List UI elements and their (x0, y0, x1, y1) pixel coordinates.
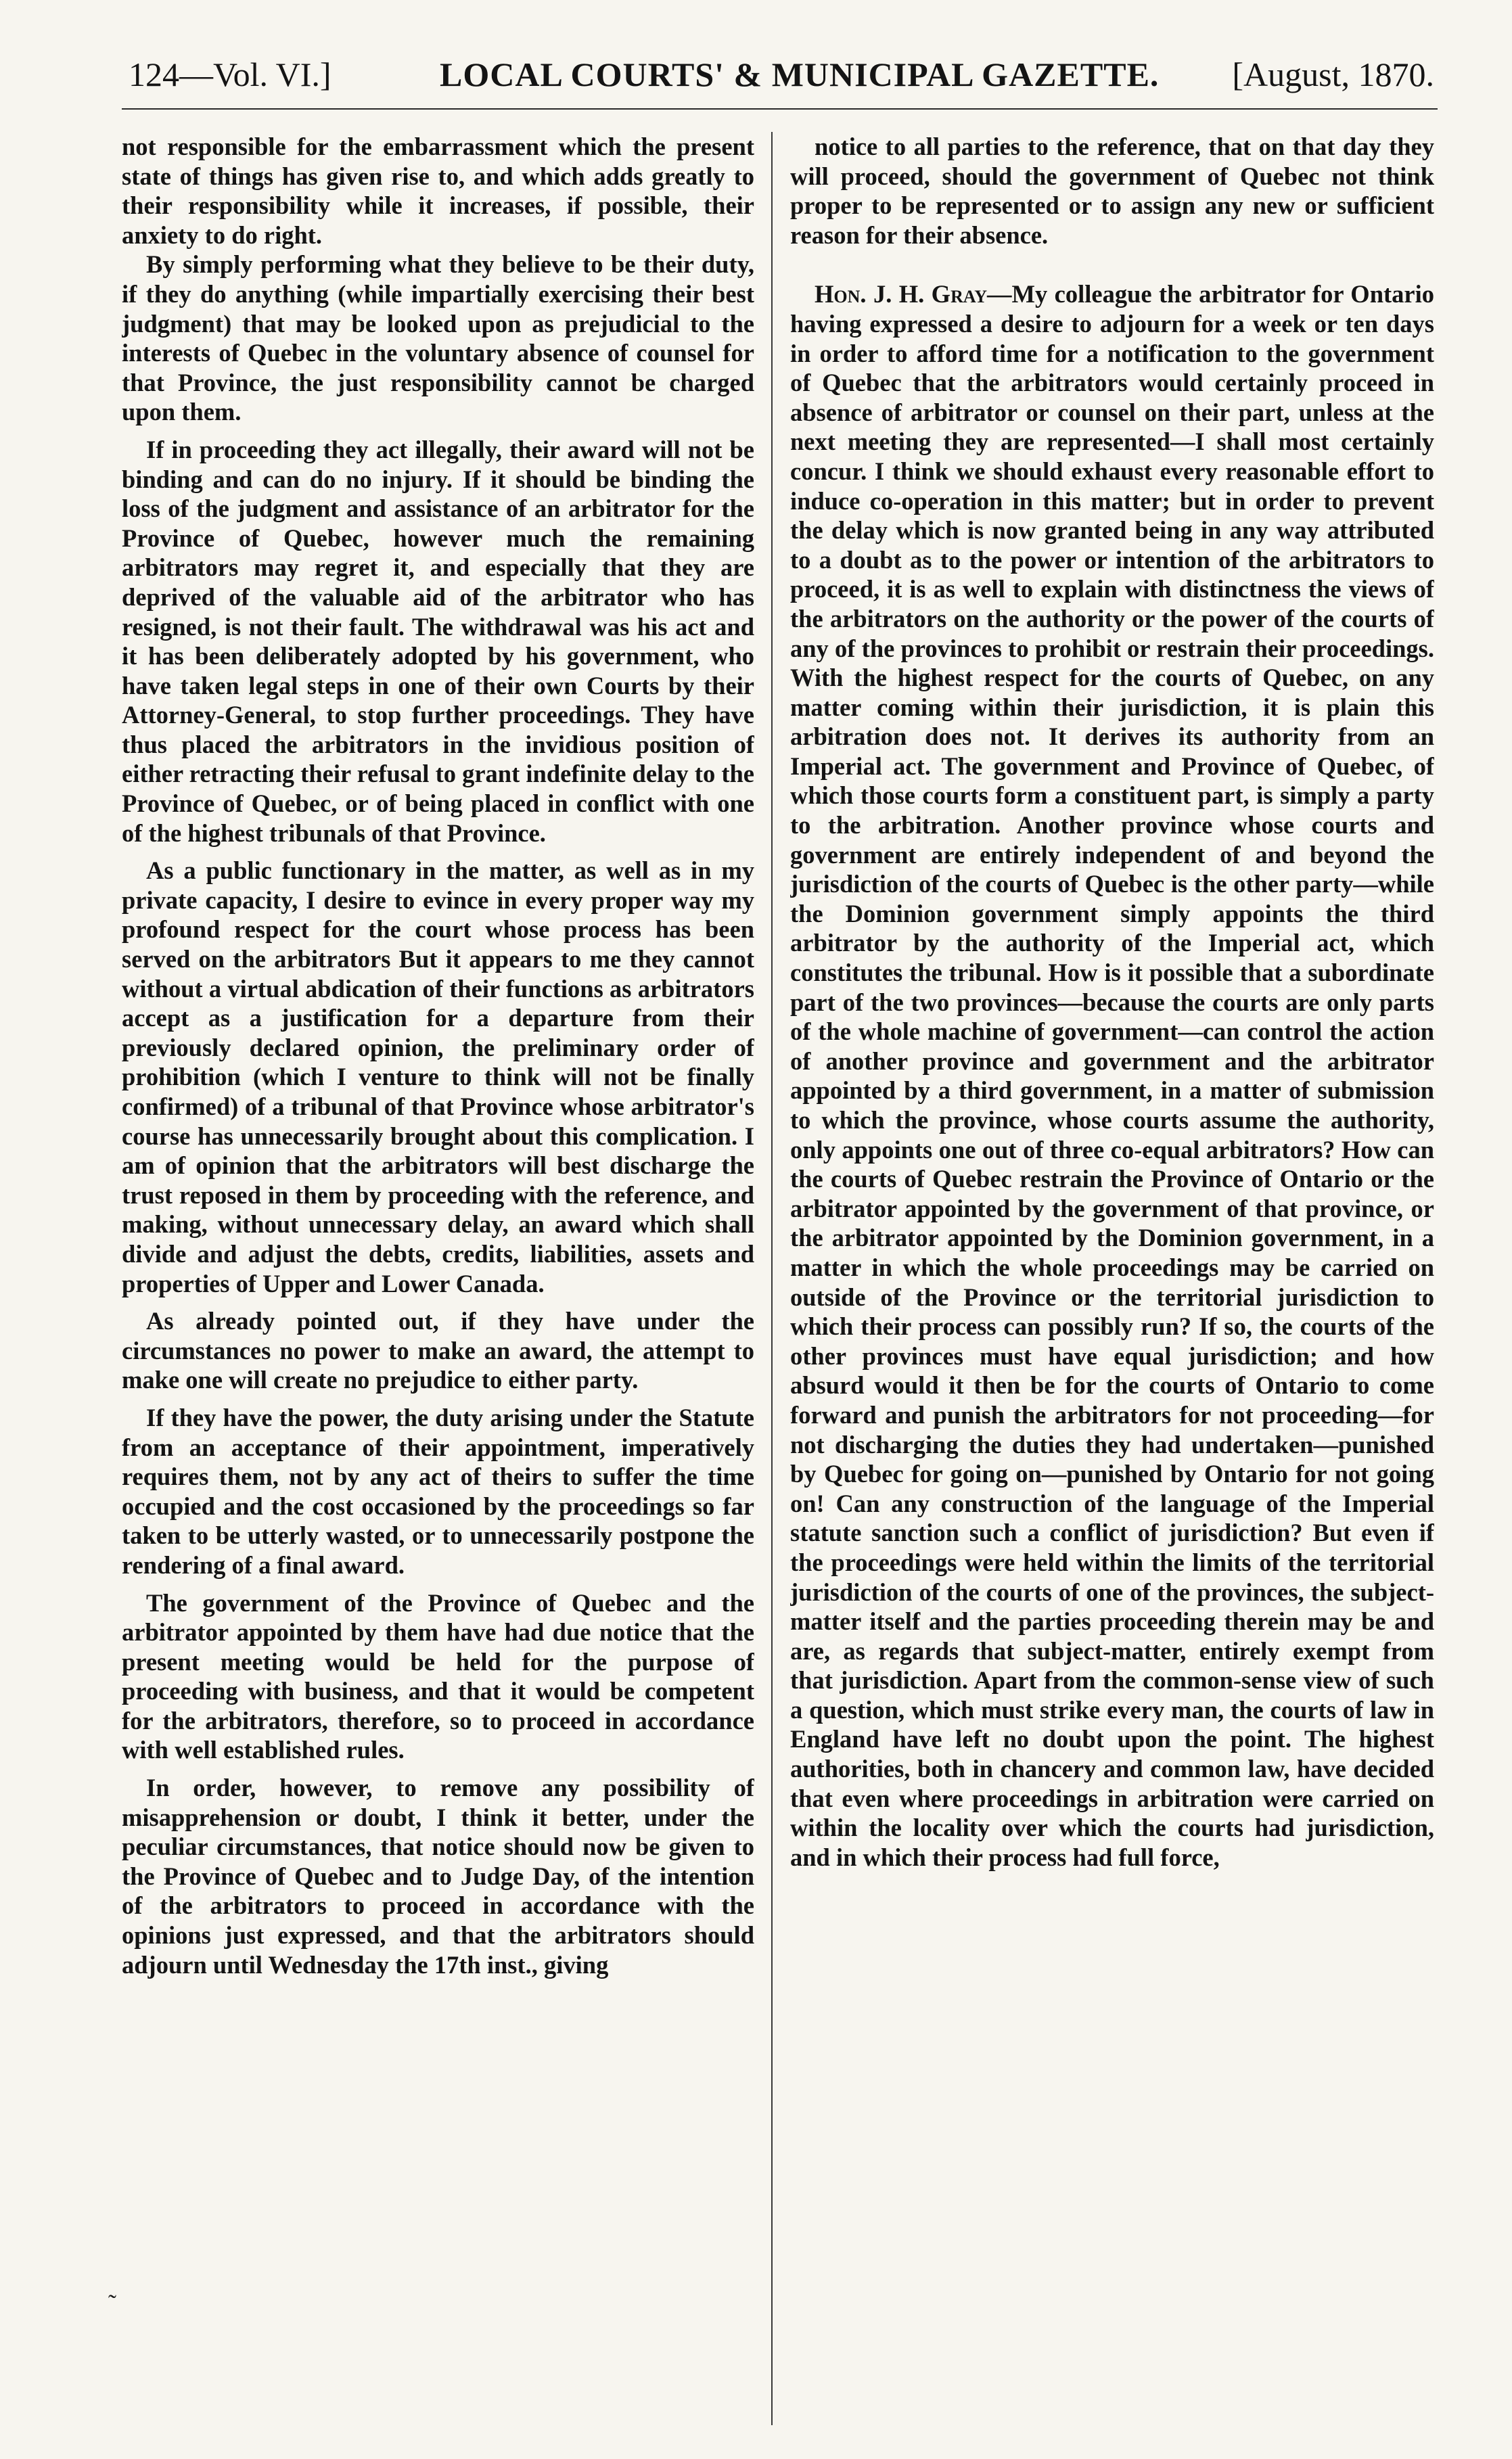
paragraph: In order, however, to remove any possibility of misapprehension or doubt, I think it better, under the peculiar circumstances, that notice should now be given to the Province of Quebec and to Judge Day, of the intention of the arbitrators to proceed in accordance with the opinions just expressed, and that the arbitrators should adjourn until Wednesday the 17th inst., giving (122, 1774, 754, 1979)
page-header (129, 47, 1434, 101)
column-divider (771, 132, 773, 2425)
speech-paragraph (790, 279, 1434, 1872)
header-rule (122, 108, 1438, 110)
page-volume: 124—Vol. VI.] (129, 55, 331, 93)
paragraph: notice to all parties to the reference, that on that day they will proceed, should the government of Quebec not think proper to be represented or to assign any new or sufficient reason for their absence. (790, 133, 1434, 249)
issue-date: [August, 1870. (1232, 55, 1434, 93)
paragraph: The government of the Province of Quebec and the arbitrator appointed by them have had due notice that the present meeting would be held for the purpose of proceeding with business, and that it would be competent for the arbitrators, therefore, so to proceed in accordance with well established rules. (122, 1588, 754, 1764)
left-column (122, 132, 754, 2432)
margin-mark: ˷ (108, 2272, 116, 2299)
paragraph: If they have the power, the duty arising under the Statute from an acceptance of their appointment, imperatively requires them, not by any act of theirs to suffer the time occupied and the cost occasioned by the proceedings so far taken to be utterly wasted, or to unnecessarily postpone the rendering of a final award. (122, 1403, 754, 1579)
paragraph: As a public functionary in the matter, as well as in my private capacity, I desire to evince in every proper way my profound respect for the court whose process has been served on the arbitrators But it appears to me they cannot without a virtual abdication of their functions as arbitrators accept as a justification for a departure from their previously declared opinion, the preliminary order of prohibition (which I venture to think will not be finally confirmed) of a tribunal of that Province whose arbitrator's course has unnecessarily brought about this complication. I am of opinion that the arbitrators will best discharge the trust reposed in them by proceeding with the reference, and making, without unnecessary delay, an award which shall divide and adjust the debts, credits, liabilities, assets and properties of Upper and Lower Canada. (122, 856, 754, 1297)
speaker-name: Hon. J. H. Gray (815, 280, 988, 308)
paragraph: By simply performing what they believe to be their duty, if they do anything (while impartially exercising their best judgment) that may be looked upon as prejudicial to the interests of Quebec in the voluntary absence of counsel for that Province, the just responsibility cannot be charged upon them. (122, 250, 754, 426)
publication-title: LOCAL COURTS' & MUNICIPAL GAZETTE. (440, 55, 1160, 93)
paragraph: not responsible for the embarrassment which the present state of things has given rise to, and which adds greatly to their responsibility while it increases, if possible, their anxiety to do right. (122, 133, 754, 249)
paragraph: As already pointed out, if they have under the circumstances no power to make an award, the attempt to make one will create no prejudice to either party. (122, 1307, 754, 1394)
paragraph: If in proceeding they act illegally, their award will not be binding and can do no injury. If it should be binding the loss of the judgment and assistance of an arbitrator for the Province of Quebec, however much the remaining arbitrators may regret it, and especially that they are deprived of the valuable aid of the arbitrator who has resigned, is not their fault. The withdrawal was his act and it has been deliberately adopted by his government, who have taken legal steps in one of their own Courts by their Attorney-General, to stop further proceedings. They have thus placed the arbitrators in the invidious position of either retracting their refusal to grant indefinite delay to the Province of Quebec, or of being placed in conflict with one of the highest tribunals of that Province. (122, 435, 754, 847)
speech-text: —My colleague the arbitrator for Ontario having expressed a desire to adjourn for a week or ten days in order to afford time for a notification to the government of Quebec that the arbitrators would certainly proceed in absence of arbitrator or counsel on their part, unless at the next meeting they are represented—I shall most certainly concur. I think we should exhaust every reasonable effort to induce co-operation in this matter; but in order to prevent the delay which is now granted being in any way attributed to a doubt as to the power or intention of the arbitrators to proceed, it is as well to explain with distinctness the views of the arbitrators on the authority or the power of the courts of any of the provinces to prohibit or restrain their proceedings. With the highest respect for the courts of Quebec, on any matter coming within their jurisdiction, it is plain this arbitration does not. It derives its authority from an Imperial act. The government and Province of Quebec, of which those courts form a constituent part, is simply a party to the arbitration. Another province whose courts and government are entirely independent of and beyond the jurisdiction of the courts of Quebec is the other party—while the Dominion government simply appoints the third arbitrator by the authority of the Imperial act, which constitutes the tribunal. How is it possible that a subordinate part of the two provinces—because the courts are only parts of the whole machine of government—can control the action of another province and government and the arbitrator appointed by a third government, in a matter of submission to which the province, whose courts assume the authority, only appoints one out of three co-equal arbitrators? How can the courts of Quebec restrain the Province of Ontario or the arbitrator appointed by the government of that province, or the arbitrator appointed by the Dominion government, in a matter in which the whole proceedings may be carried on outside of the Province or the territorial jurisdiction to which their process can possibly run? If so, the courts of the other provinces must have equal jurisdiction; and how absurd would it then be for the courts of Ontario to come forward and punish the arbitrators for not proceeding—for not discharging the duties they had undertaken—punished by Quebec for going on—punished by Ontario for not going on! Can any construction of the language of the Imperial statute sanction such a conflict of jurisdiction? But even if the proceedings were held within the limits of the territorial jurisdiction of the courts of one of the provinces, the subject-matter itself and the parties proceeding therein may be and are, as regards that subject-matter, entirely exempt from that jurisdiction. Apart from the common-sense view of such a question, which must strike every man, the courts of law in England have left no doubt upon the point. The highest authorities, both in chancery and common law, have decided that even where proceedings in arbitration were carried on within the locality over which the courts had jurisdiction, and in which their process had full force, (790, 280, 1434, 1871)
right-column (790, 132, 1434, 2432)
